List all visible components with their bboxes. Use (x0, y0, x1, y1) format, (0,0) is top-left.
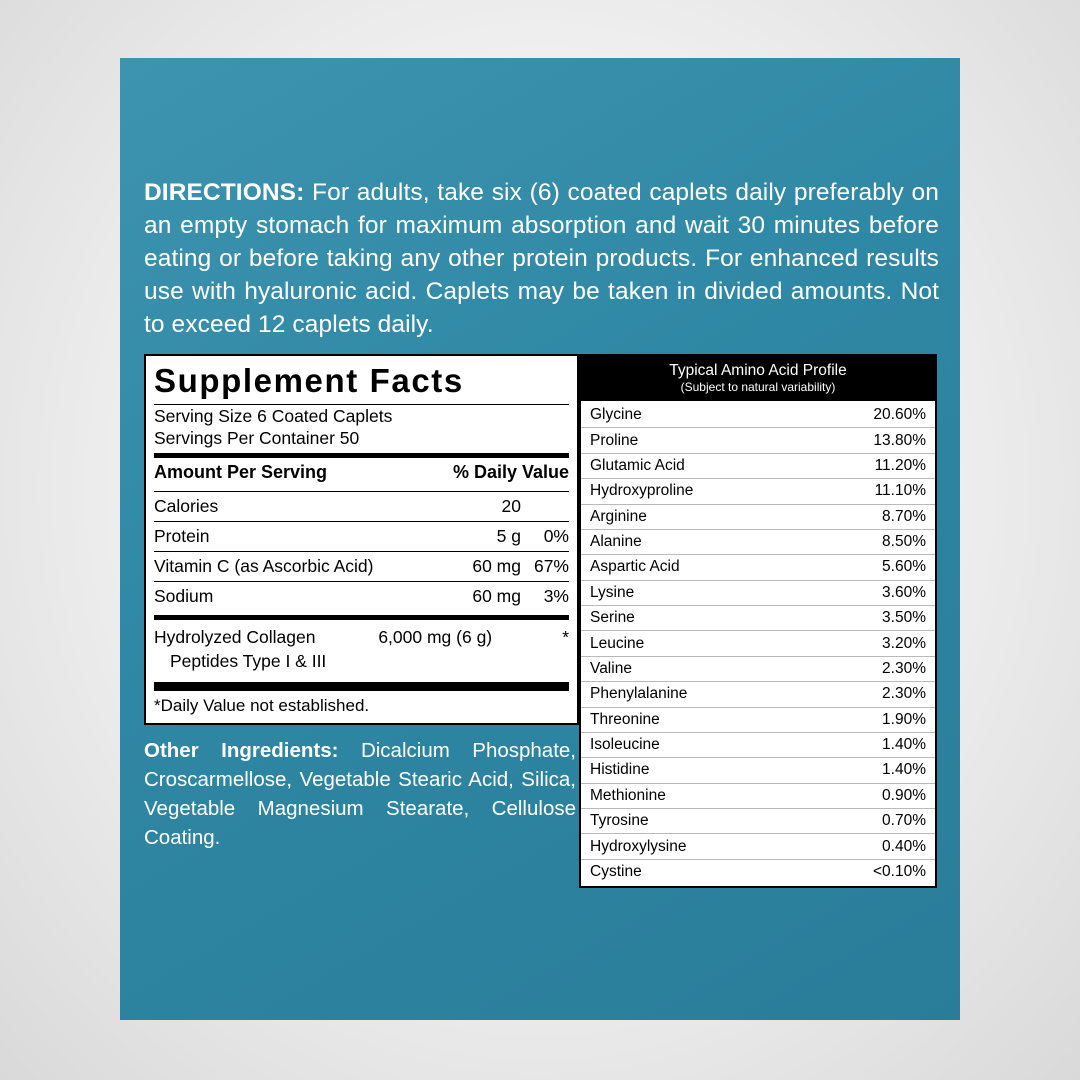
amino-acid-value: 20.60% (873, 406, 926, 424)
amino-acid-name: Hydroxyproline (590, 482, 694, 500)
directions-label: DIRECTIONS: (144, 179, 305, 206)
amino-acid-value: 2.30% (882, 659, 926, 677)
amino-acid-value: 3.20% (882, 634, 926, 652)
list-item (581, 505, 935, 530)
nutrient-amount: 60 mg (472, 586, 521, 606)
other-ingredients-text: Dicalcium Phosphate, Croscarmellose, Vegetable Stearic Acid, Silica, Vegetable Magnesium Stearate, Cellulose Coating. (144, 739, 576, 849)
amino-acid-name: Glutamic Acid (590, 456, 685, 474)
amino-acid-list (581, 401, 935, 886)
amino-acid-name: Valine (590, 659, 632, 677)
amino-acid-name: Serine (590, 609, 635, 627)
amino-acid-subtitle: (Subject to natural variability) (680, 380, 836, 394)
nutrient-name: Vitamin C (as Ascorbic Acid) (154, 556, 374, 576)
amino-acid-value: 8.70% (882, 507, 926, 525)
nutrient-name: Protein (154, 526, 210, 546)
list-item (581, 860, 935, 884)
servings-per-container: Servings Per Container 50 (154, 428, 360, 448)
list-item (581, 784, 935, 809)
nutrient-amount: 5 g (496, 526, 521, 546)
amino-acid-value: 1.90% (882, 710, 926, 728)
amino-acid-value: 3.50% (882, 609, 926, 627)
amino-acid-value: 8.50% (882, 533, 926, 551)
list-item (581, 555, 935, 580)
amount-per-serving-header: Amount Per Serving (154, 462, 328, 482)
amino-acid-title: Typical Amino Acid Profile (669, 362, 847, 379)
amino-acid-name: Isoleucine (590, 736, 660, 754)
amino-acid-name: Threonine (590, 710, 660, 728)
nutrient-dv: 3% (543, 586, 569, 606)
amino-acid-value: 13.80% (873, 431, 926, 449)
daily-value-footnote: *Daily Value not established. (154, 696, 370, 715)
amount-per-serving-header-row (154, 458, 569, 487)
list-item (581, 581, 935, 606)
table-row (154, 552, 569, 582)
list-item (581, 657, 935, 682)
amino-acid-value: 11.10% (874, 482, 926, 500)
list-item (581, 454, 935, 479)
directions-text: For adults, take six (6) coated caplets daily preferably on an empty stomach for maximum absorption and wait 30 minutes before eating or before taking any other protein products. For enhanced results use with hyaluronic acid. Caplets may be taken in divided amounts. Not to exceed 12 caplets daily. (144, 179, 939, 338)
amino-acid-value: 2.30% (882, 685, 926, 703)
nutrient-name: Sodium (154, 586, 214, 606)
table-row (154, 522, 569, 552)
list-item (581, 606, 935, 631)
list-item (581, 758, 935, 783)
amino-acid-name: Arginine (590, 507, 647, 525)
amino-acid-name: Methionine (590, 786, 666, 804)
nutrient-amount: 20 (501, 496, 521, 516)
amino-acid-value: 0.90% (882, 786, 926, 804)
amino-acid-value: 1.40% (882, 761, 926, 779)
list-item (581, 428, 935, 453)
table-row (154, 582, 569, 611)
amino-acid-name: Tyrosine (590, 812, 649, 830)
table-row (154, 492, 569, 522)
amino-acid-name: Alanine (590, 533, 642, 551)
amino-acid-value: 0.70% (882, 812, 926, 830)
amino-acid-value: <0.10% (872, 862, 926, 880)
nutrient-amount: 60 mg (472, 556, 521, 576)
list-item (581, 733, 935, 758)
amino-acid-value: 11.20% (874, 456, 926, 474)
amino-acid-header (581, 356, 935, 401)
list-item (581, 479, 935, 504)
amino-acid-name: Phenylalanine (590, 685, 688, 703)
amino-acid-value: 3.60% (882, 583, 926, 601)
supplement-label-panel (120, 58, 960, 1020)
divider-thick (154, 682, 569, 691)
list-item (581, 403, 935, 428)
list-item (581, 631, 935, 656)
nutrient-dv: 67% (533, 556, 569, 576)
amino-acid-name: Cystine (590, 862, 642, 880)
amino-acid-value: 0.40% (882, 837, 926, 855)
nutrient-dv: 0% (543, 526, 569, 546)
amino-acid-value: 1.40% (882, 736, 926, 754)
supplement-facts-title: Supplement Facts (154, 362, 464, 399)
collagen-amount: 6,000 mg (6 g) (378, 627, 493, 647)
other-ingredients-paragraph (144, 736, 576, 852)
amino-acid-name: Proline (590, 431, 639, 449)
list-item (581, 682, 935, 707)
amino-acid-name: Glycine (590, 406, 642, 424)
supplement-facts-panel (144, 354, 579, 725)
serving-size: Serving Size 6 Coated Caplets (154, 406, 393, 426)
amino-acid-value: 5.60% (882, 558, 926, 576)
amino-acid-profile-panel (579, 354, 937, 888)
list-item (581, 530, 935, 555)
directions-paragraph (144, 176, 939, 341)
collagen-subline: Peptides Type I & III (170, 651, 327, 671)
other-ingredients-label: Other Ingredients: (144, 739, 339, 762)
collagen-name: Hydrolyzed Collagen (154, 627, 316, 647)
collagen-dv: * (562, 627, 569, 647)
amino-acid-name: Hydroxylysine (590, 837, 687, 855)
amino-acid-name: Histidine (590, 761, 650, 779)
list-item (581, 834, 935, 859)
list-item (581, 809, 935, 834)
amino-acid-name: Leucine (590, 634, 645, 652)
nutrient-name: Calories (154, 496, 219, 516)
collagen-row (154, 620, 569, 650)
amino-acid-name: Lysine (590, 583, 635, 601)
list-item (581, 708, 935, 733)
amino-acid-name: Aspartic Acid (590, 558, 680, 576)
daily-value-header: % Daily Value (452, 462, 569, 482)
